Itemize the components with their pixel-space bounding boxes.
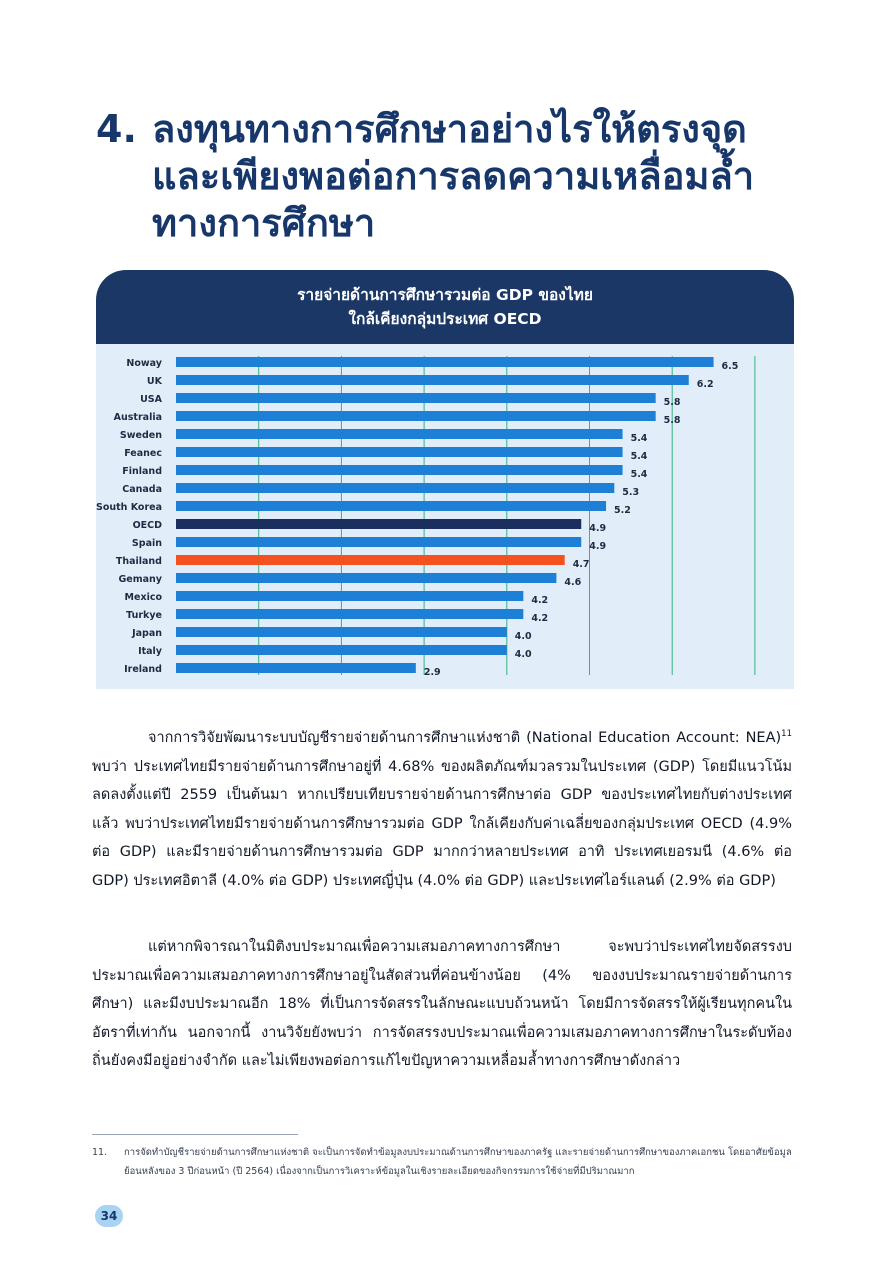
value-label-feanec: 5.4 xyxy=(630,451,648,462)
value-label-thailand: 4.7 xyxy=(572,559,590,570)
paragraph-2-text: แต่หากพิจารณาในมิติงบประมาณเพื่อความเสมอภาคทางการศึกษา จะพบว่าประเทศไทยจัดสรรงบประมาณเพื่อความเสมอภาคทางการศึกษาอยู่ในสัดส่วนที่ค่อนข้างน้อย (4% ของงบประมาณรายจ่ายด้านการศึกษา) และมีงบประมาณอีก 18% ที่เป็นการจัดสรรในลักษณะแบบถ้วนหน้า โดยมีการจัดสรรให้ผู้เรียนทุกคนในอัตราที่เท่ากัน นอกจากนี้ งานวิจัยยังพบว่า การจัดสรรงบประมาณเพื่อความเสมอภาคทางการศึกษาในระดับท้องถิ่นยังคงมีอยู่อย่างจำกัด และไม่เพียงพอต่อการแก้ไขปัญหาความเหลื่อมล้ำทางการศึกษาดังกล่าว xyxy=(92,939,792,1069)
chart-title-line-1: รายจ่ายด้านการศึกษารวมต่อ GDP ของไทย xyxy=(297,286,593,304)
category-label-australia: Australia xyxy=(113,412,162,423)
bar-japan xyxy=(176,627,507,637)
paragraph-1-text-b: พบว่า ประเทศไทยมีรายจ่ายด้านการศึกษาอยู่ที่ 4.68% ของผลิตภัณฑ์มวลรวมในประเทศ (GDP) โดยมีแนวโน้มลดลงตั้งแต่ปี 2559 เป็นต้นมา หากเปรียบเทียบรายจ่ายด้านการศึกษาต่อ GDP ของประเทศไทยกับต่างประเทศแล้ว พบว่าประเทศไทยมีรายจ่ายด้านการศึกษารวมต่อ GDP ใกล้เคียงกับค่าเฉลี่ยของกลุ่มประเทศ OECD (4.9% ต่อ GDP) และมีรายจ่ายด้านการศึกษารวมต่อ GDP มากกว่าหลายประเทศ อาทิ ประเทศเยอรมนี (4.6% ต่อ GDP) ประเทศอิตาลี (4.0% ต่อ GDP) ประเทศญี่ปุ่น (4.0% ต่อ GDP) และประเทศไอร์แลนด์ (2.9% ต่อ GDP) xyxy=(92,758,792,889)
category-label-finland: Finland xyxy=(122,466,162,477)
category-label-japan: Japan xyxy=(132,628,162,639)
bar-uk xyxy=(176,375,689,385)
category-label-uk: UK xyxy=(146,376,162,387)
paragraph-1-text-a: จากการวิจัยพัฒนาระบบบัญชีรายจ่ายด้านการศึกษาแห่งชาติ (National Education Account: NEA) xyxy=(148,730,782,746)
category-label-italy: Italy xyxy=(138,646,162,657)
category-label-feanec: Feanec xyxy=(124,448,162,459)
section-title-line-1: ลงทุนทางการศึกษาอย่างไรให้ตรงจุด xyxy=(152,107,747,151)
bar-feanec xyxy=(176,447,623,457)
category-label-south-korea: South Korea xyxy=(96,502,162,513)
footnote-ref: 11 xyxy=(781,729,792,740)
category-label-mexico: Mexico xyxy=(124,592,162,603)
value-label-ireland: 2.9 xyxy=(423,667,441,678)
bar-ireland xyxy=(176,663,416,673)
value-label-canada: 5.3 xyxy=(622,487,640,498)
value-label-uk: 6.2 xyxy=(696,379,714,390)
bar-sweden xyxy=(176,429,623,439)
bar-usa xyxy=(176,393,656,403)
bar-italy xyxy=(176,645,507,655)
value-label-finland: 5.4 xyxy=(630,469,648,480)
paragraph-2 xyxy=(92,933,792,1076)
category-label-oecd: OECD xyxy=(132,520,162,531)
chart-body xyxy=(96,344,794,689)
value-label-noway: 6.5 xyxy=(721,361,739,372)
footnote xyxy=(92,1143,792,1181)
footnote-text: การจัดทำบัญชีรายจ่ายด้านการศึกษาแห่งชาติ จะเป็นการจัดทำข้อมูลงบประมาณด้านการศึกษาของภาครัฐ และรายจ่ายด้านการศึกษาของภาคเอกชน โดยอาศัยข้อมูลย้อนหลังของ 3 ปีก่อนหน้า (ปี 2564) เนื่องจากเป็นการวิเคราะห์ข้อมูลในเชิงรายละเอียดของกิจกรรมการใช้จ่ายที่มีปริมาณมาก xyxy=(124,1147,792,1177)
value-label-japan: 4.0 xyxy=(514,631,532,642)
bar-mexico xyxy=(176,591,523,601)
value-label-south-korea: 5.2 xyxy=(614,505,631,516)
value-label-australia: 5.8 xyxy=(663,415,681,426)
value-label-oecd: 4.9 xyxy=(589,523,607,534)
category-label-ireland: Ireland xyxy=(124,664,162,675)
value-label-gemany: 4.6 xyxy=(564,577,582,588)
category-label-gemany: Gemany xyxy=(118,574,162,585)
bar-south-korea xyxy=(176,501,606,511)
chart-header xyxy=(96,270,794,344)
category-label-noway: Noway xyxy=(126,358,162,369)
bar-chart xyxy=(96,344,794,689)
bar-australia xyxy=(176,411,656,421)
bar-spain xyxy=(176,537,581,547)
paragraph-1 xyxy=(92,724,792,895)
category-label-sweden: Sweden xyxy=(119,430,162,441)
footnote-number: 11. xyxy=(92,1147,108,1158)
section-title-line-3: ทางการศึกษา xyxy=(152,201,376,245)
chart-card xyxy=(96,270,794,689)
category-label-turkye: Turkye xyxy=(126,610,162,621)
value-label-turkye: 4.2 xyxy=(531,613,549,624)
bar-oecd xyxy=(176,519,581,529)
value-label-italy: 4.0 xyxy=(514,649,532,660)
bar-thailand xyxy=(176,555,565,565)
section-number: 4. xyxy=(96,107,137,151)
value-label-spain: 4.9 xyxy=(589,541,607,552)
bar-turkye xyxy=(176,609,523,619)
bar-canada xyxy=(176,483,614,493)
category-label-usa: USA xyxy=(140,394,162,405)
category-label-thailand: Thailand xyxy=(115,556,162,567)
bar-noway xyxy=(176,357,714,367)
chart-title-line-2: ใกล้เคียงกลุ่มประเทศ OECD xyxy=(348,310,542,328)
value-label-mexico: 4.2 xyxy=(531,595,549,606)
value-label-usa: 5.8 xyxy=(663,397,681,408)
value-label-sweden: 5.4 xyxy=(630,433,648,444)
category-label-canada: Canada xyxy=(122,484,162,495)
category-label-spain: Spain xyxy=(131,538,162,549)
section-heading xyxy=(96,106,816,247)
page-number: 34 xyxy=(95,1205,123,1227)
section-title-line-2: และเพียงพอต่อการลดความเหลื่อมล้ำ xyxy=(152,154,755,198)
bar-finland xyxy=(176,465,623,475)
section-title xyxy=(152,106,754,247)
bar-gemany xyxy=(176,573,556,583)
footnote-divider xyxy=(92,1134,298,1135)
